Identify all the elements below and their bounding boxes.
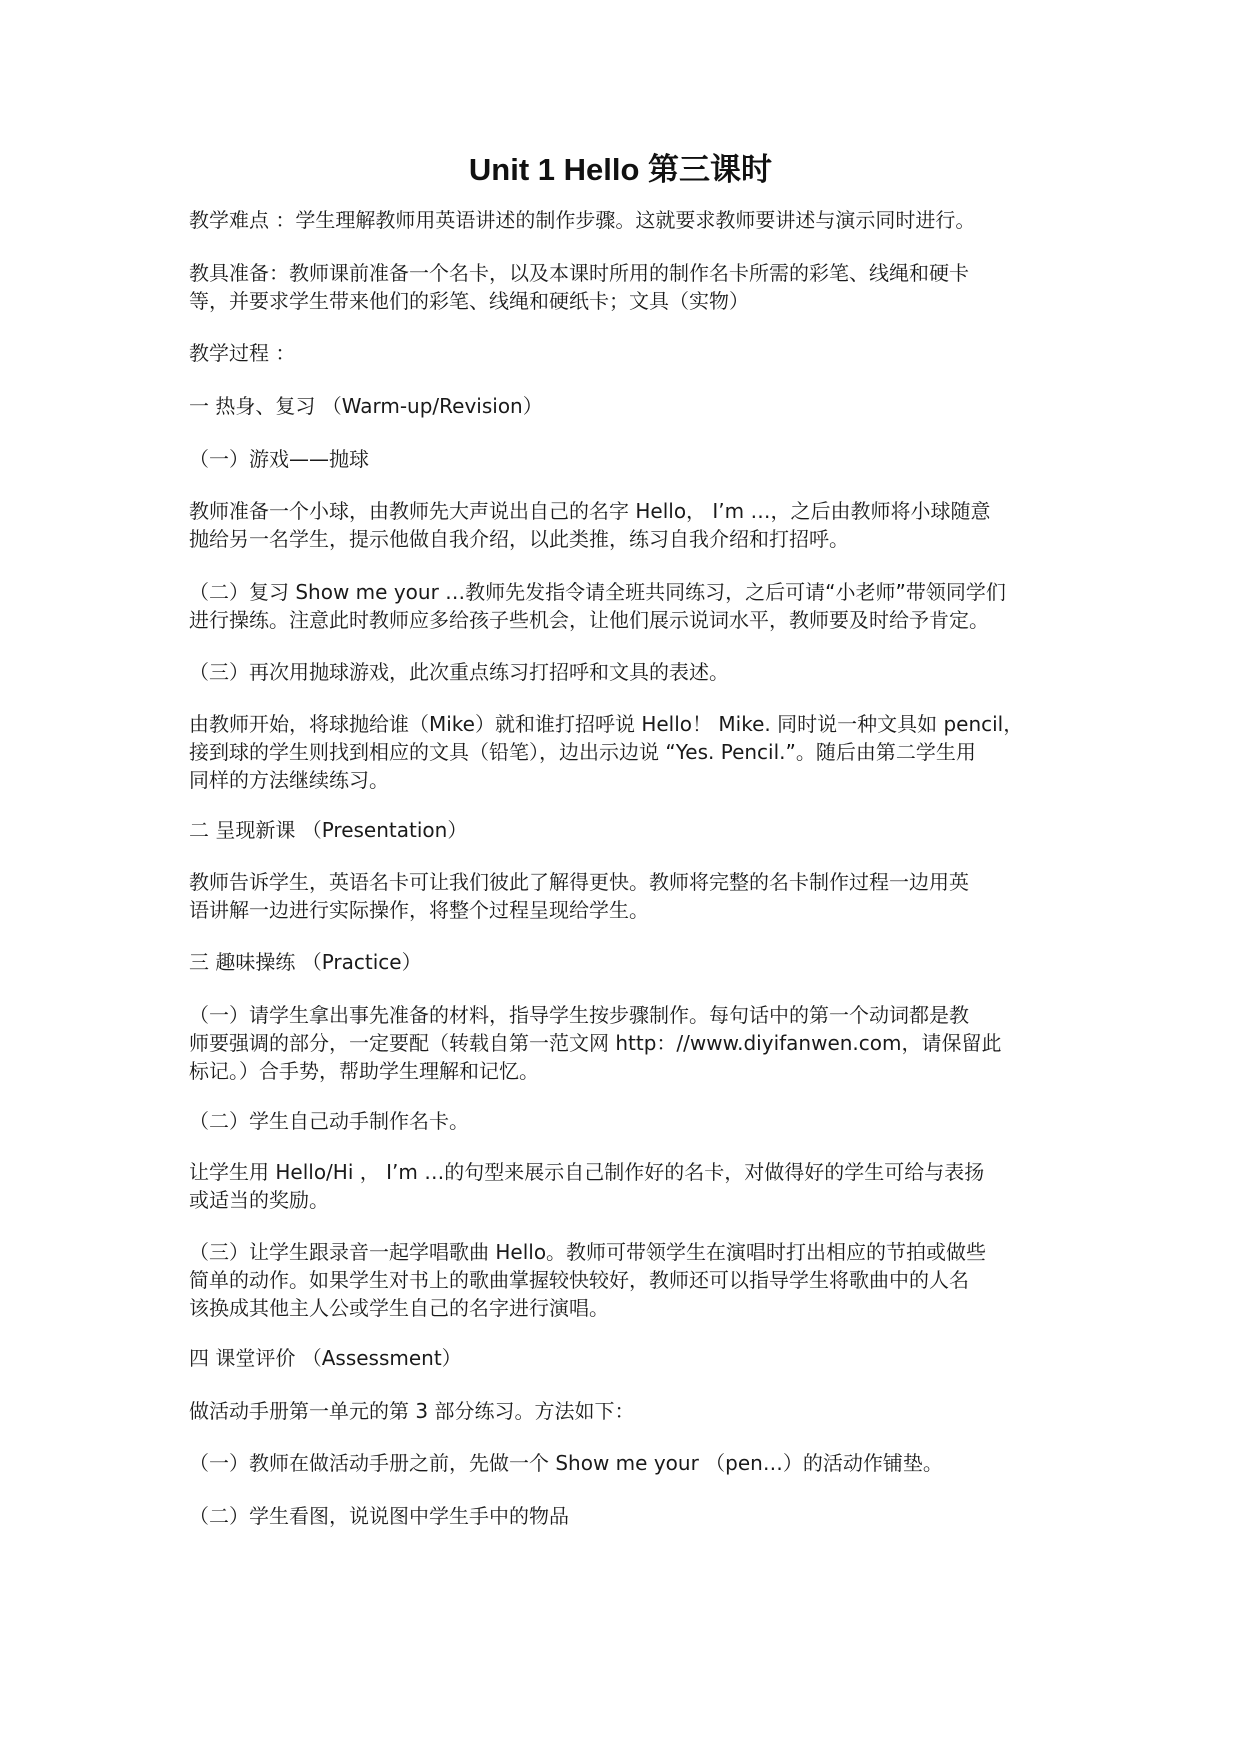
paragraph-line: 等，并要求学生带来他们的彩笔、线绳和硬纸卡；文具（实物） bbox=[189, 289, 749, 313]
paragraph bbox=[189, 1107, 1069, 1135]
paragraph-line: （一）教师在做活动手册之前，先做一个 Show me your （pen…）的活动作铺垫。 bbox=[189, 1451, 943, 1475]
paragraph-line: 简单的动作。如果学生对书上的歌曲掌握较快较好，教师还可以指导学生将歌曲中的人名 bbox=[189, 1268, 969, 1292]
paragraph bbox=[189, 1158, 1069, 1214]
paragraph-line: 师要强调的部分，一定要配（转载自第一范文网 http：//www.diyifanwen.com，请保留此 bbox=[189, 1031, 1002, 1055]
paragraph bbox=[189, 259, 1069, 315]
paragraph-line: 抛给另一名学生，提示他做自我介绍，以此类推，练习自我介绍和打招呼。 bbox=[189, 527, 849, 551]
paragraph-line: （一）请学生拿出事先准备的材料，指导学生按步骤制作。每句话中的第一个动词都是教 bbox=[189, 1003, 969, 1027]
paragraph bbox=[189, 445, 1069, 473]
paragraph-line: 或适当的奖励。 bbox=[189, 1188, 329, 1212]
paragraph-line: 做活动手册第一单元的第 3 部分练习。方法如下： bbox=[189, 1399, 635, 1423]
paragraph bbox=[189, 816, 1069, 844]
paragraph bbox=[189, 868, 1069, 924]
paragraph-line: （二）复习 Show me your …教师先发指令请全班共同练习，之后可请“小老师”带领同学们 bbox=[189, 580, 1006, 604]
paragraph bbox=[189, 1344, 1069, 1372]
paragraph bbox=[189, 206, 1069, 234]
paragraph-line: （二）学生自己动手制作名卡。 bbox=[189, 1109, 469, 1133]
paragraph-line: 教师准备一个小球，由教师先大声说出自己的名字 Hello， I’m …，之后由教师将小球随意 bbox=[189, 499, 991, 523]
paragraph bbox=[189, 710, 1069, 794]
paragraph bbox=[189, 948, 1069, 976]
paragraph-line: 由教师开始，将球抛给谁（Mike）就和谁打招呼说 Hello！ Mike. 同时说一种文具如 pencil， bbox=[189, 712, 1024, 736]
paragraph-line: （三）让学生跟录音一起学唱歌曲 Hello。教师可带领学生在演唱时打出相应的节拍或做些 bbox=[189, 1240, 987, 1264]
paragraph-line: 让学生用 Hello/Hi ， I’m …的句型来展示自己制作好的名卡，对做得好的学生可给与表扬 bbox=[189, 1160, 985, 1184]
paragraph bbox=[189, 578, 1069, 634]
paragraph-line: 教学过程 ： bbox=[189, 341, 296, 365]
page-title: Unit 1 Hello 第三课时 bbox=[468, 152, 773, 187]
paragraph-line: 三 趣味操练 （Practice） bbox=[189, 950, 422, 974]
paragraph-line: 进行操练。注意此时教师应多给孩子些机会，让他们展示说词水平，教师要及时给予肯定。 bbox=[189, 608, 989, 632]
paragraph-line: （二）学生看图，说说图中学生手中的物品 bbox=[189, 1504, 569, 1528]
paragraph-line: 语讲解一边进行实际操作，将整个过程呈现给学生。 bbox=[189, 898, 649, 922]
paragraph-line: 二 呈现新课 （Presentation） bbox=[189, 818, 468, 842]
paragraph-line: 教具准备：教师课前准备一个名卡，以及本课时所用的制作名卡所需的彩笔、线绳和硬卡 bbox=[189, 261, 969, 285]
paragraph-line: 接到球的学生则找到相应的文具（铅笔），边出示边说 “Yes. Pencil.”。随后由第二学生用 bbox=[189, 740, 976, 764]
paragraph-line: 标记。）合手势，帮助学生理解和记忆。 bbox=[189, 1059, 539, 1083]
paragraph bbox=[189, 1449, 1069, 1477]
paragraph-line: 该换成其他主人公或学生自己的名字进行演唱。 bbox=[189, 1296, 609, 1320]
paragraph bbox=[189, 1502, 1069, 1530]
paragraph bbox=[189, 1397, 1069, 1425]
paragraph-line: 一 热身、复习 （Warm-up/Revision） bbox=[189, 394, 543, 418]
paragraph-line: 四 课堂评价 （Assessment） bbox=[189, 1346, 462, 1370]
paragraph bbox=[189, 497, 1069, 553]
paragraph-line: 教学难点 ：学生理解教师用英语讲述的制作步骤。这就要求教师要讲述与演示同时进行。 bbox=[189, 208, 976, 232]
paragraph bbox=[189, 658, 1069, 686]
paragraph-line: 教师告诉学生，英语名卡可让我们彼此了解得更快。教师将完整的名卡制作过程一边用英 bbox=[189, 870, 969, 894]
paragraph-line: （一）游戏——抛球 bbox=[189, 447, 369, 471]
paragraph-line: 同样的方法继续练习。 bbox=[189, 768, 389, 792]
paragraph bbox=[189, 392, 1069, 420]
paragraph bbox=[189, 1238, 1069, 1322]
paragraph bbox=[189, 1001, 1069, 1085]
paragraph bbox=[189, 339, 1069, 367]
paragraph-line: （三）再次用抛球游戏，此次重点练习打招呼和文具的表述。 bbox=[189, 660, 729, 684]
